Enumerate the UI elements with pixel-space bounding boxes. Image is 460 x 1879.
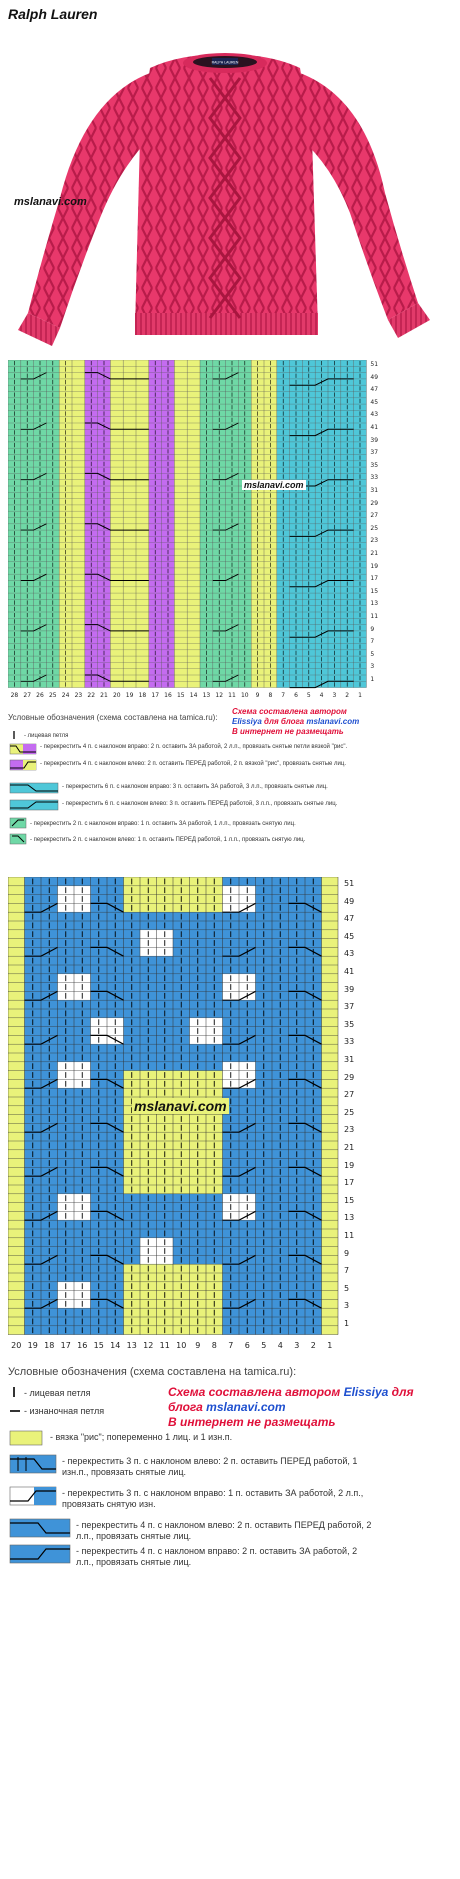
legend2-item: - перекрестить 4 п. с наклоном вправо: 2 п. оставить ЗА работой, 2 л.п., провязать снятые лиц.: [76, 1546, 358, 1567]
chart2-col-number: 2: [310, 1340, 316, 1350]
chart1-row-number: 17: [370, 575, 379, 583]
chart1-col-number: 16: [164, 691, 172, 699]
chart1-col-number: 12: [215, 691, 224, 699]
chart2-col-number: 13: [126, 1340, 137, 1350]
chart2-row-number: 19: [344, 1160, 355, 1170]
chart2-row-number: 13: [344, 1213, 355, 1223]
chart1-row-number: 49: [370, 373, 379, 381]
chart2-col-number: 3: [294, 1340, 300, 1350]
chart2-row-number: 43: [344, 949, 355, 959]
chart2-row-number: 31: [344, 1055, 355, 1064]
chart1-row-number: 41: [370, 424, 379, 431]
chart2-row-number: 39: [344, 984, 355, 994]
chart1-col-number: 3: [332, 691, 337, 699]
chart2-col-number: 18: [44, 1340, 55, 1350]
chart2-row-number: 15: [344, 1195, 355, 1205]
chart1-row-number: 11: [370, 613, 379, 620]
chart1-col-number: 28: [10, 691, 19, 699]
legend2-title: Условные обозначения (схема составлена на tamica.ru):: [8, 1366, 297, 1378]
chart1-col-number: 13: [202, 691, 211, 699]
chart1-row-number: 43: [370, 411, 379, 419]
chart1-col-number: 25: [48, 691, 57, 699]
chart1-row-number: 9: [370, 625, 375, 633]
chart1-row-number: 35: [370, 461, 379, 469]
chart2-col-number: 17: [60, 1340, 71, 1350]
chart1-watermark: mslanavi.com: [244, 480, 304, 490]
chart1-row-number: 45: [370, 398, 379, 406]
legend1-title: Условные обозначения (схема составлена на tamica.ru):: [8, 713, 218, 722]
chart1-col-number: 8: [268, 691, 273, 699]
chart1-col-number: 17: [151, 691, 160, 699]
label-tag-text: RALPH LAUREN: [211, 60, 239, 65]
chart1-row-number: 21: [370, 550, 379, 557]
legend1-item: - лицевая петля: [24, 733, 69, 739]
chart1-row-number: 37: [370, 449, 379, 457]
chart2-col-number: 1: [327, 1340, 333, 1350]
chart2-col-number: 15: [93, 1340, 104, 1350]
chart2-watermark: mslanavi.com: [134, 1098, 227, 1114]
chart2-col-number: 8: [211, 1340, 217, 1350]
chart1-row-number: 3: [370, 663, 375, 671]
brand-title: Ralph Lauren: [8, 6, 98, 22]
chart1-row-number: 31: [370, 487, 379, 494]
chart1-row-number: 1: [370, 676, 375, 683]
chart2-row-number: 51: [344, 879, 355, 888]
legend1-item: - перекрестить 4 п. с наклоном влево: 2 п. оставить ПЕРЕД работой, 2 п. вязкой "рис", провязать снятые лиц.: [40, 761, 346, 767]
chart2-row-number: 25: [344, 1107, 355, 1117]
chart1-col-number: 19: [125, 691, 134, 699]
chart1-row-number: 7: [370, 638, 375, 646]
legend2-purl: - изнаночная петля: [24, 1406, 105, 1416]
chart1-row-number: 15: [370, 587, 379, 595]
chart2-col-number: 12: [143, 1340, 154, 1350]
chart1-row-number: 13: [370, 600, 379, 608]
chart1-row-number: 33: [370, 474, 379, 482]
chart2-row-number: 5: [344, 1283, 350, 1293]
chart1-col-number: 22: [87, 691, 96, 699]
chart2-row-number: 47: [344, 914, 355, 924]
chart2-row-number: 23: [344, 1125, 355, 1135]
chart1-col-number: 15: [176, 691, 185, 699]
chart2-row-number: 41: [344, 967, 355, 976]
chart1-col-number: 9: [255, 691, 260, 699]
chart1-col-number: 23: [74, 691, 83, 699]
chart1-row-number: 19: [370, 562, 379, 570]
legend1-symbols: [8, 730, 68, 870]
chart2-row-number: 45: [344, 931, 355, 941]
chart2-col-number: 10: [176, 1340, 187, 1350]
chart2-row-number: 9: [344, 1248, 350, 1258]
chart1-col-number: 27: [23, 691, 32, 699]
chart2-col-number: 19: [27, 1340, 38, 1350]
chart1-col-number: 24: [61, 691, 70, 699]
chart1-col-number: 10: [240, 691, 249, 699]
chart1-row-number: 39: [370, 436, 379, 444]
chart1-grid: [8, 360, 368, 690]
chart2-col-number: 9: [195, 1340, 201, 1350]
legend1-credit: Схема составлена автором Elissiya для блога mslanavi.com В интернет не размещать: [232, 707, 360, 736]
chart1-row-number: 27: [370, 512, 379, 520]
chart2-row-number: 7: [344, 1266, 350, 1276]
chart2-col-number: 11: [159, 1340, 170, 1350]
legend2-item: - перекрестить 3 п. с наклоном влево: 2 п. оставить ПЕРЕД работой, 1 изн.п., провязать снятые лиц.: [62, 1456, 358, 1477]
chart2-col-number: 4: [277, 1340, 283, 1350]
chart2-row-number: 37: [344, 1002, 355, 1012]
chart2-row-number: 21: [344, 1143, 355, 1152]
chart1-col-number: 20: [112, 691, 121, 699]
chart2-row-number: 49: [344, 896, 355, 906]
chart1-row-number: 47: [370, 386, 379, 394]
chart1-col-number: 5: [306, 691, 311, 699]
chart2-col-number: 14: [110, 1340, 121, 1350]
chart2-col-number: 6: [244, 1340, 250, 1350]
chart2-row-number: 35: [344, 1019, 355, 1029]
chart1-col-number: 26: [36, 691, 44, 699]
chart1-row-number: 5: [370, 650, 375, 658]
chart1-row-number: 29: [370, 499, 379, 507]
legend1-item: - перекрестить 2 п. с наклоном вправо: 1 п. оставить ЗА работой, 1 л.п., провязать снятую лиц.: [30, 821, 296, 827]
chart2-col-number: 16: [77, 1340, 88, 1350]
chart1-col-number: 7: [281, 691, 286, 699]
chart1-row-number: 51: [370, 361, 379, 368]
chart2-row-number: 17: [344, 1178, 355, 1188]
legend1-item: - перекрестить 6 п. с наклоном влево: 3 п. оставить ПЕРЕД работой, 3 л.п., провязать снятые лиц.: [62, 801, 338, 807]
legend2-knit: - лицевая петля: [24, 1388, 91, 1398]
chart1-col-number: 11: [228, 691, 236, 699]
chart1-col-number: 6: [294, 691, 298, 699]
chart2-col-number: 5: [261, 1340, 267, 1350]
chart1-row-number: 23: [370, 537, 379, 545]
legend1-item: - перекрестить 6 п. с наклоном вправо: 3 п. оставить ЗА работой, 3 л.п., провязать снятые лиц.: [62, 784, 328, 790]
chart2-row-number: 3: [344, 1301, 350, 1311]
legend2-item: - вязка "рис"; попеременно 1 лиц. и 1 изн.п.: [50, 1432, 233, 1442]
photo-watermark: mslanavi.com: [14, 196, 87, 208]
chart2-row-number: 33: [344, 1037, 355, 1047]
sweater-photo: [0, 28, 460, 348]
chart2-col-number: 7: [228, 1340, 234, 1350]
chart1-row-number: 25: [370, 524, 379, 532]
chart2-row-number: 1: [344, 1319, 350, 1328]
chart2-row-number: 29: [344, 1072, 355, 1082]
chart1-col-number: 21: [100, 691, 108, 699]
legend1-item: - перекрестить 4 п. с наклоном вправо: 2 п. оставить ЗА работой, 2 л.п., провязать снятые петли вязкой "рис".: [40, 744, 348, 750]
chart2-row-number: 27: [344, 1090, 355, 1100]
chart1-col-number: 1: [358, 691, 362, 699]
chart2-col-number: 20: [11, 1340, 22, 1350]
legend2-credit: Схема составлена автором Elissiya для блога mslanavi.com В интернет не размещать: [168, 1385, 414, 1429]
legend1-item: - перекрестить 2 п. с наклоном влево: 1 п. оставить ПЕРЕД работой, 1 л.п., провязать снятую лиц.: [30, 837, 306, 843]
chart1-col-number: 14: [189, 691, 198, 699]
chart1-col-number: 2: [345, 691, 350, 699]
legend2-item: - перекрестить 4 п. с наклоном влево: 2 п. оставить ПЕРЕД работой, 2 л.п., провязать снятые лиц.: [76, 1520, 372, 1541]
legend2-item: - перекрестить 3 п. с наклоном вправо: 1 п. оставить ЗА работой, 2 л.п., провязать снятую изн.: [62, 1488, 364, 1509]
chart2-row-number: 11: [344, 1231, 355, 1240]
chart1-col-number: 4: [319, 691, 324, 699]
chart1-col-number: 18: [138, 691, 147, 699]
